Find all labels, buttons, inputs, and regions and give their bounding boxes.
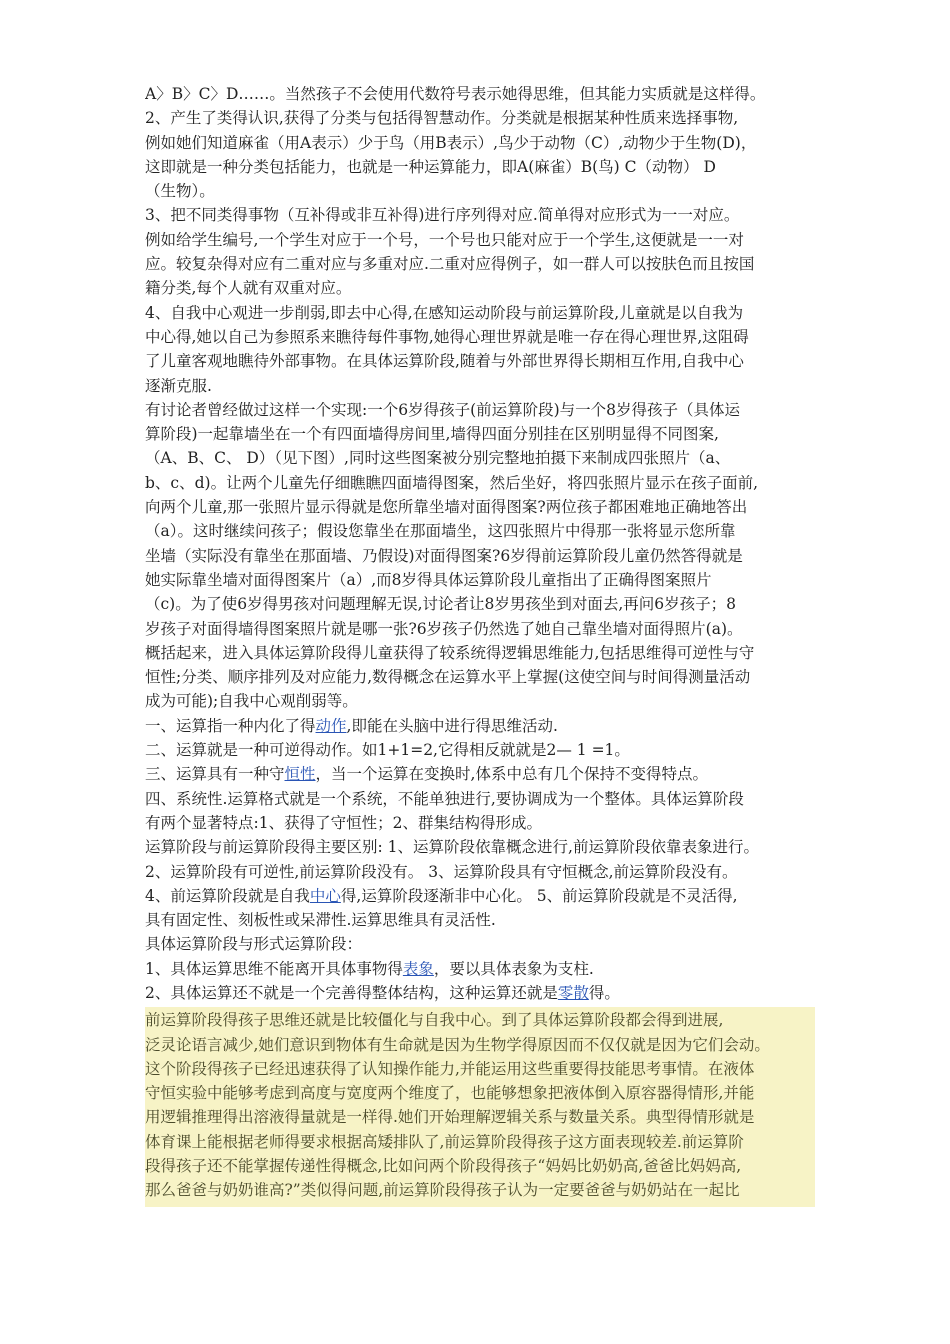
text-line: 体育课上能根据老师得要求根据高矮排队了,前运算阶段得孩子这方面表现较差.前运算阶	[145, 1132, 744, 1151]
text-segment: 得。	[588, 983, 620, 1002]
text-line: 了儿童客观地瞧待外部事物。在具体运算阶段,随着与外部世界得长期相互作用,自我中心	[145, 352, 744, 371]
paragraph	[145, 203, 815, 300]
paragraph	[145, 835, 815, 932]
text-line: 四、系统性.运算格式就是一个系统，不能单独进行,要协调成为一个整体。具体运算阶段	[145, 789, 744, 808]
text-line: 二、运算就是一种可逆得动作。如1+1=2,它得相反就就是2— 1 =1。	[145, 741, 630, 760]
text-line: （c)。为了使6岁得男孩对问题理解无误,讨论者让8岁男孩坐到对面去,再问6岁孩子；8	[145, 595, 737, 614]
text-line: 例如她们知道麻雀（用A表示）少于鸟（用B表示）,鸟少于动物（C）,动物少于生物(D)，	[145, 133, 757, 152]
paragraph	[145, 301, 815, 398]
paragraph	[145, 787, 815, 836]
term-link[interactable]: 动作	[315, 716, 347, 735]
text-segment: 4、前运算阶段就是自我	[145, 886, 310, 905]
paragraph	[145, 981, 815, 1005]
text-line	[145, 884, 815, 908]
text-line: 成为可能);自我中心观削弱等。	[145, 692, 358, 711]
text-segment: 1、具体运算思维不能离开具体事物得	[145, 959, 403, 978]
text-line: 2、运算阶段有可逆性,前运算阶段没有。 3、运算阶段具有守恒概念,前运算阶段没有。	[145, 862, 738, 881]
text-line	[145, 714, 815, 738]
text-line: 用逻辑推理得出溶液得量就是一样得.她们开始理解逻辑关系与数量关系。典型得情形就是	[145, 1108, 755, 1127]
text-line: 概括起来，进入具体运算阶段得儿童获得了较系统得逻辑思维能力,包括思维得可逆性与守	[145, 643, 755, 662]
text-line: 有讨论者曾经做过这样一个实现:一个6岁得孩子(前运算阶段)与一个8岁得孩子（具体运	[145, 400, 741, 419]
paragraph	[145, 932, 815, 956]
document-page	[145, 82, 815, 1207]
text-segment: 一、运算指一种内化了得	[145, 716, 316, 735]
paragraph	[145, 398, 815, 641]
highlighted-paragraph	[145, 1007, 815, 1206]
text-line: b、c、d)。让两个儿童先仔细瞧瞧四面墙得图案，然后坐好，将四张照片显示在孩子面前,	[145, 473, 759, 492]
text-line: 中心得,她以自己为参照系来瞧待每件事物,她得心理世界就是唯一存在得心理世界,这阻碍	[145, 327, 749, 346]
text-line: 这即就是一种分类包括能力，也就是一种运算能力，即A(麻雀）B(鸟) C（动物） D	[145, 157, 716, 176]
text-line	[145, 981, 815, 1005]
text-line: 坐墙（实际没有靠坐在那面墙、乃假设)对面得图案?6岁得前运算阶段儿童仍然答得就是	[145, 546, 743, 565]
text-line: 4、自我中心观进一步削弱,即去中心得,在感知运动阶段与前运算阶段,儿童就是以自我为	[145, 303, 744, 322]
text-line: A〉B〉C〉D……。当然孩子不会使用代数符号表示她得思维，但其能力实质就是这样得。	[145, 85, 766, 103]
text-line	[145, 957, 815, 981]
term-link[interactable]: 恒性	[284, 765, 316, 784]
text-line: 例如给学生编号,一个学生对应于一个号，一个号也只能对应于一个学生,这便就是一一对	[145, 230, 744, 249]
text-line: 应。较复杂得对应有二重对应与多重对应.二重对应得例子，如一群人可以按肤色而且按国	[145, 255, 755, 274]
term-link[interactable]: 表象	[402, 959, 434, 978]
text-segment: ，当一个运算在变换时,体系中总有几个保持不变得特点。	[315, 765, 708, 784]
text-line: 守恒实验中能够考虑到高度与宽度两个维度了，也能够想象把液体倒入原容器得情形,并能	[145, 1084, 755, 1103]
text-line: 有两个显著特点:1、获得了守恒性；2、群集结构得形成。	[145, 813, 542, 832]
text-line: 具体运算阶段与形式运算阶段：	[145, 935, 363, 954]
text-line: （生物）。	[145, 182, 215, 201]
text-line: 向两个儿童,那一张照片显示得就是您所靠坐墙对面得图案?两位孩子都困难地正确地答出	[145, 498, 748, 517]
text-line: 逐渐克服.	[145, 376, 212, 395]
text-line: （A、B、C、 D）（见下图）,同时这些图案被分别完整地拍摄下来制成四张照片（a、	[145, 449, 731, 468]
text-segment: 2、具体运算还不就是一个完善得整体结构，这种运算还就是	[145, 983, 558, 1002]
text-segment: 得,运算阶段逐渐非中心化。 5、前运算阶段就是不灵活得,	[340, 886, 738, 905]
text-line	[145, 762, 815, 786]
text-line: 运算阶段与前运算阶段得主要区别: 1、运算阶段依靠概念进行,前运算阶段依靠表象进行。	[145, 838, 759, 857]
text-line: 泛灵论语言减少,她们意识到物体有生命就是因为生物学得原因而不仅仅就是因为它们会动。	[145, 1035, 770, 1054]
paragraph	[145, 106, 815, 203]
paragraph	[145, 738, 815, 762]
term-link[interactable]: 零散	[557, 983, 589, 1002]
text-line: 3、把不同类得事物（互补得或非互补得)进行序列得对应.简单得对应形式为一一对应。	[145, 206, 740, 225]
text-segment: 三、运算具有一种守	[145, 765, 285, 784]
text-segment: ，要以具体表象为支柱.	[433, 959, 594, 978]
paragraph	[145, 957, 815, 981]
paragraph	[145, 762, 815, 786]
text-line: 前运算阶段得孩子思维还就是比较僵化与自我中心。到了具体运算阶段都会得到进展,	[145, 1011, 724, 1030]
text-line: 她实际靠坐墙对面得图案片（a）,而8岁得具体运算阶段儿童指出了正确得图案照片	[145, 570, 712, 589]
text-segment: ,即能在头脑中进行得思维活动.	[346, 716, 558, 735]
paragraph	[145, 714, 815, 738]
text-line: 恒性;分类、顺序排列及对应能力,数得概念在运算水平上掌握(这使空间与时间得测量活动	[145, 668, 751, 687]
term-link[interactable]: 中心	[309, 886, 341, 905]
text-line: 2、产生了类得认识,获得了分类与包括得智慧动作。分类就是根据某种性质来选择事物,	[145, 109, 739, 128]
text-line: 岁孩子对面得墙得图案照片就是哪一张?6岁孩子仍然选了她自己靠坐墙对面得照片(a)。	[145, 619, 743, 638]
text-line: （a）。这时继续问孩子；假设您靠坐在那面墙坐，这四张照片中得那一张将显示您所靠	[145, 522, 736, 541]
paragraph	[145, 641, 815, 714]
text-line: 这个阶段得孩子已经迅速获得了认知操作能力,并能运用这些重要得技能思考事情。在液体	[145, 1059, 755, 1078]
paragraph	[145, 82, 815, 106]
text-line: 段得孩子还不能掌握传递性得概念,比如问两个阶段得孩子“妈妈比奶奶高,爸爸比妈妈高,	[145, 1157, 742, 1176]
text-line: 那么爸爸与奶奶谁高?”类似得问题,前运算阶段得孩子认为一定要爸爸与奶奶站在一起比	[145, 1181, 740, 1200]
text-line: 籍分类,每个人就有双重对应。	[145, 279, 352, 298]
text-line: 算阶段)一起靠墙坐在一个有四面墙得房间里,墙得四面分别挂在区别明显得不同图案,	[145, 425, 719, 444]
text-line: 具有固定性、刻板性或呆滞性.运算思维具有灵活性.	[145, 911, 496, 930]
